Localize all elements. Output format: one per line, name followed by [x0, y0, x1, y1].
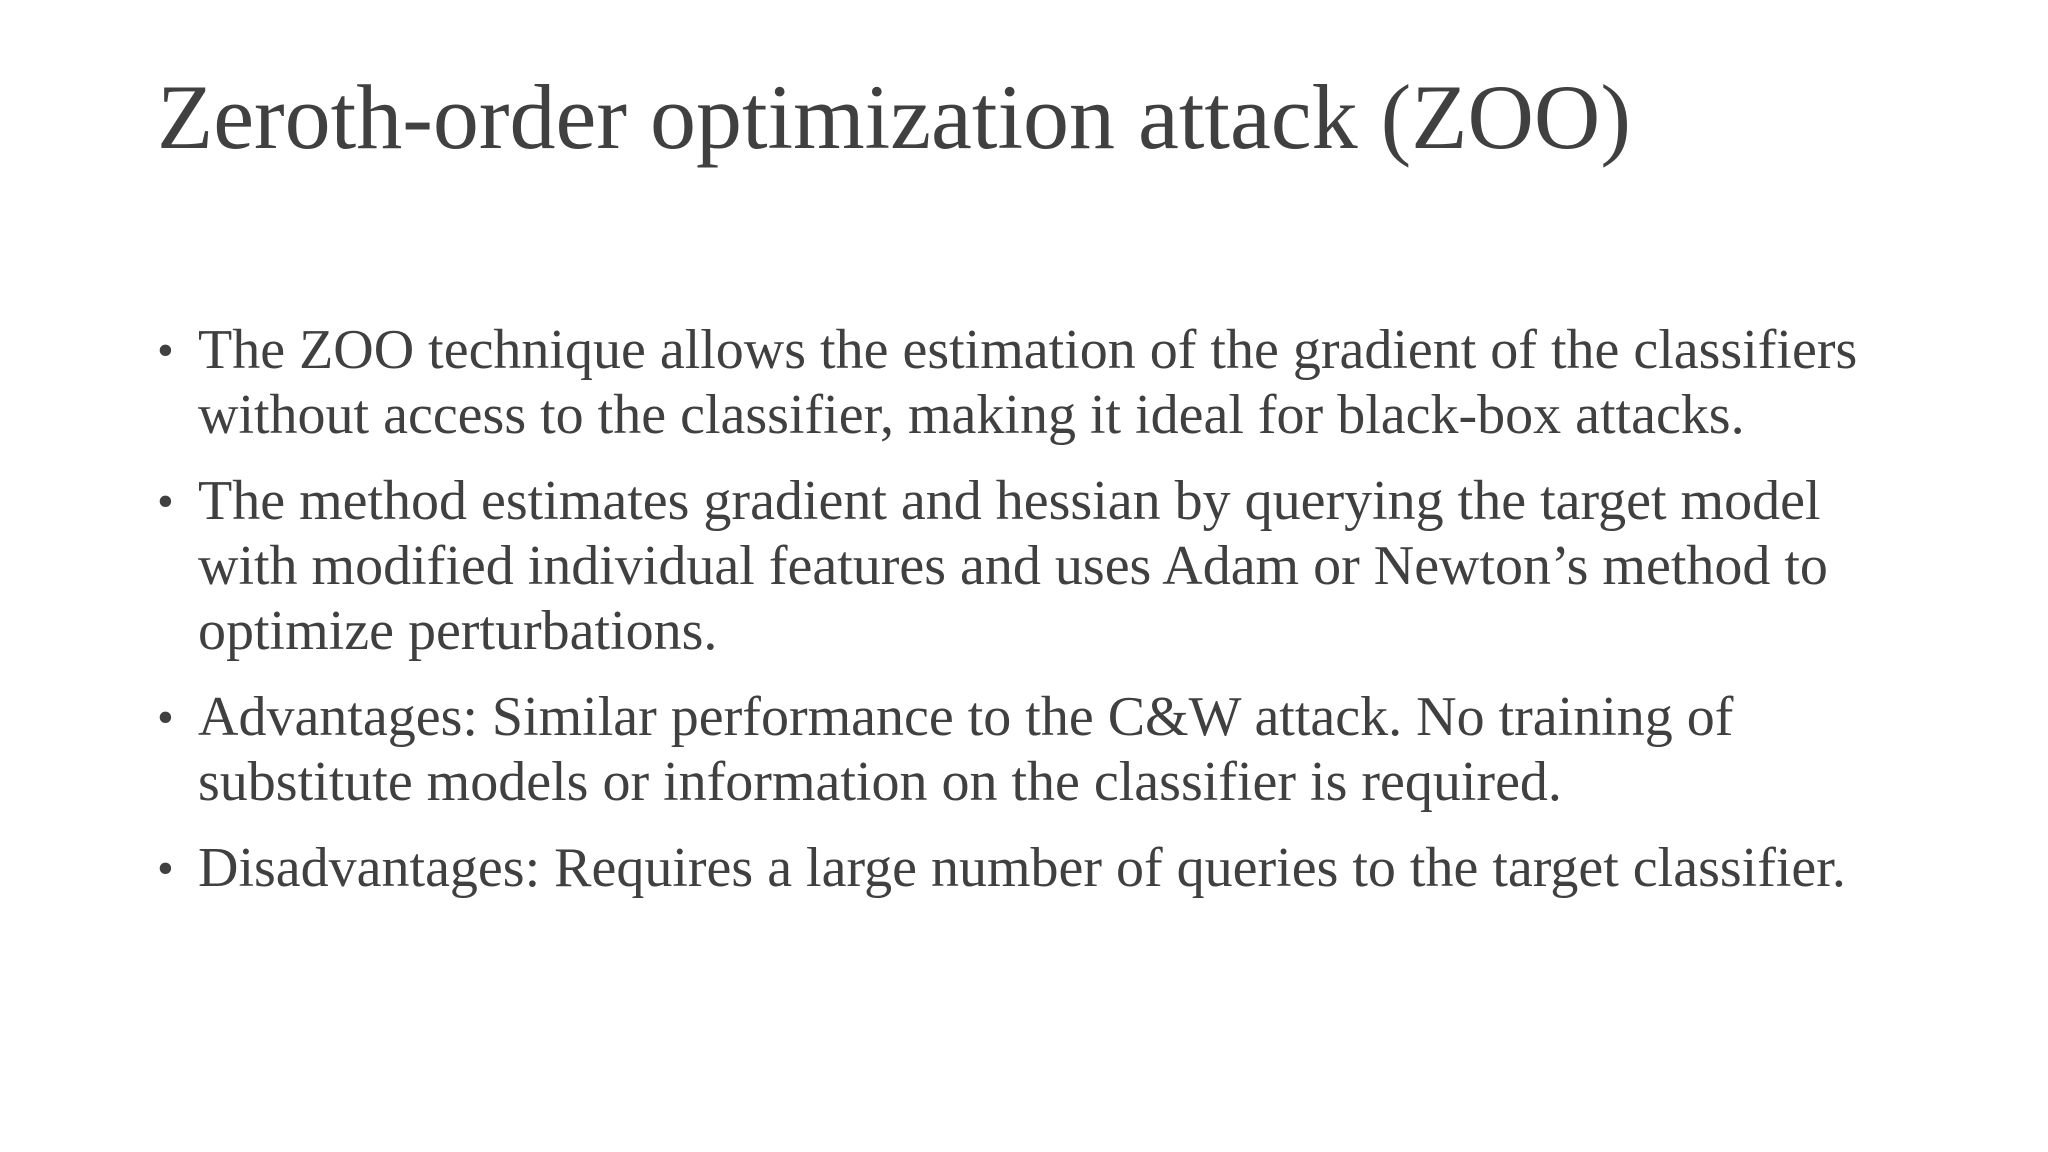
slide-title: Zeroth-order optimization attack (ZOO)	[157, 66, 1631, 168]
bullet-text: Advantages: Similar performance to the C&W attack. No training of substitute models or information on the classifier is required.	[198, 686, 1734, 813]
bullet-text: The method estimates gradient and hessian by querying the target model with modified individual features and uses Adam or Newton’s method to optimize perturbations.	[198, 470, 1828, 662]
bullet-item	[157, 685, 1877, 815]
bullet-item	[157, 318, 1877, 448]
bullet-list	[157, 318, 1877, 922]
bullet-dot-icon: •	[157, 324, 174, 377]
bullet-dot-icon: •	[157, 475, 174, 528]
bullet-item	[157, 469, 1877, 664]
bullet-dot-icon: •	[157, 691, 174, 744]
bullet-text: The ZOO technique allows the estimation of the gradient of the classifiers without access to the classifier, making it ideal for black-box attacks.	[198, 319, 1858, 446]
bullet-dot-icon: •	[157, 842, 174, 895]
bullet-item	[157, 836, 1877, 901]
bullet-text: Disadvantages: Requires a large number of queries to the target classifier.	[198, 837, 1846, 899]
